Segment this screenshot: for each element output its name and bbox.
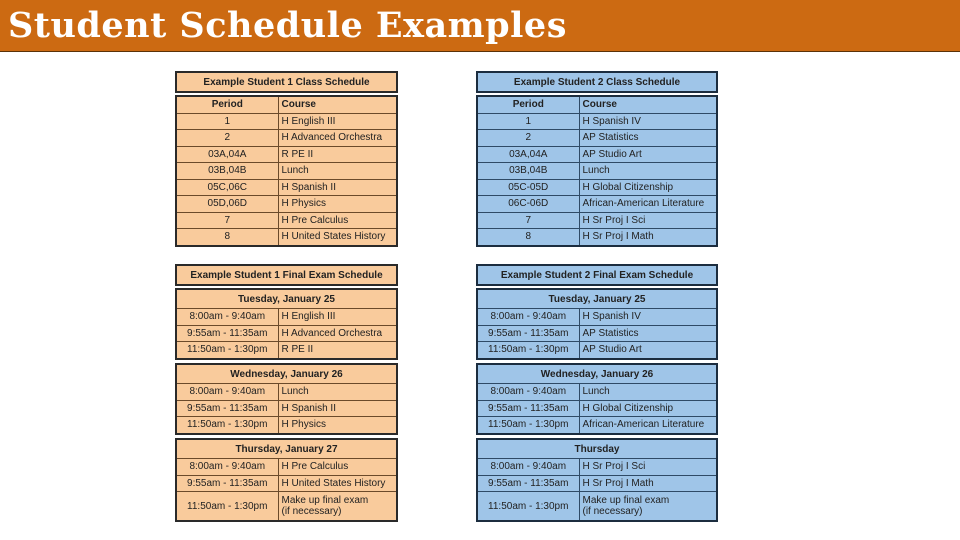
s1-exam-course: H Advanced Orchestra [278,325,397,342]
s1-course: H Pre Calculus [278,212,397,229]
table-row [477,400,717,417]
s1-exam-course: H English III [278,309,397,326]
s2-exam-course: H Sr Proj I Math [579,475,717,492]
makeup-line-2: (if necessary) [281,506,342,517]
s1-day-label: Tuesday, January 25 [176,289,397,309]
s1-exam-time: 11:50am - 1:30pm [176,342,278,359]
s2-exam-course: H Global Citizenship [579,400,717,417]
table-row [477,384,717,401]
s1-exam-day-3 [175,438,398,522]
s2-exam-time: 9:55am - 11:35am [477,475,579,492]
s2-exam-course: Lunch [579,384,717,401]
s2-exam-time: 11:50am - 1:30pm [477,417,579,434]
s1-exam-course: R PE II [278,342,397,359]
s1-period: 03A,04A [176,146,278,163]
table-row [176,146,397,163]
s2-exam-time: 9:55am - 11:35am [477,400,579,417]
s1-course: H Spanish II [278,179,397,196]
s1-period: 7 [176,212,278,229]
s2-period: 1 [477,113,579,130]
s1-period: 1 [176,113,278,130]
s2-exam-time: 11:50am - 1:30pm [477,492,579,522]
s1-class-table [175,95,398,247]
table-row [477,163,717,180]
table-row [477,146,717,163]
table-row [176,342,397,359]
s1-period: 8 [176,229,278,246]
table-row [477,475,717,492]
s1-period: 03B,04B [176,163,278,180]
s2-course: H Sr Proj I Math [579,229,717,246]
table-row [477,325,717,342]
s2-period: 03A,04A [477,146,579,163]
s2-exam-course: AP Statistics [579,325,717,342]
title-bar [0,0,960,52]
table-row [176,325,397,342]
table-row [176,492,397,522]
s2-day-label: Wednesday, January 26 [477,364,717,384]
s1-exam-time: 9:55am - 11:35am [176,400,278,417]
table-row [477,130,717,147]
table-row [176,212,397,229]
table-row [477,196,717,213]
table-row [176,196,397,213]
s1-col-course: Course [278,96,397,113]
s1-exam-course: H United States History [278,475,397,492]
s1-day-label: Thursday, January 27 [176,439,397,459]
s1-course: Lunch [278,163,397,180]
s2-exam-day-2 [476,363,718,435]
s2-exam-time: 9:55am - 11:35am [477,325,579,342]
s2-period: 06C-06D [477,196,579,213]
s2-day-label: Thursday [477,439,717,459]
s1-class-title-box [175,71,398,93]
s2-exam-time: 8:00am - 9:40am [477,459,579,476]
s2-exam-course: H Spanish IV [579,309,717,326]
s1-day-label: Wednesday, January 26 [176,364,397,384]
table-row [477,459,717,476]
s1-exam-title-box [175,264,398,286]
s2-course: African-American Literature [579,196,717,213]
table-row [477,342,717,359]
s1-exam-course-makeup [278,492,397,522]
s2-course: H Global Citizenship [579,179,717,196]
s2-course: AP Statistics [579,130,717,147]
s1-exam-time: 11:50am - 1:30pm [176,417,278,434]
s1-period: 05D,06D [176,196,278,213]
s1-exam-time: 11:50am - 1:30pm [176,492,278,522]
s2-period: 2 [477,130,579,147]
table-row [477,113,717,130]
s2-course: H Spanish IV [579,113,717,130]
s2-exam-course: AP Studio Art [579,342,717,359]
s2-period: 05C-05D [477,179,579,196]
s2-exam-course-makeup [579,492,717,522]
s2-period: 7 [477,212,579,229]
s1-exam-course: H Spanish II [278,400,397,417]
s1-exam-time: 9:55am - 11:35am [176,325,278,342]
s2-exam-title: Example Student 2 Final Exam Schedule [477,265,717,285]
table-row [176,400,397,417]
table-row [176,130,397,147]
makeup-line-2: (if necessary) [582,506,643,517]
table-row [176,163,397,180]
table-row [176,459,397,476]
s1-course: H Advanced Orchestra [278,130,397,147]
table-row [477,417,717,434]
s1-exam-time: 8:00am - 9:40am [176,309,278,326]
s2-exam-title-box [476,264,718,286]
s2-period: 8 [477,229,579,246]
s2-course: H Sr Proj I Sci [579,212,717,229]
s2-col-period: Period [477,96,579,113]
s2-class-table [476,95,718,247]
s2-exam-course: H Sr Proj I Sci [579,459,717,476]
table-row [176,384,397,401]
table-row [176,309,397,326]
s1-exam-day-2 [175,363,398,435]
s2-class-title-box [476,71,718,93]
s1-exam-title: Example Student 1 Final Exam Schedule [176,265,397,285]
s1-course: R PE II [278,146,397,163]
s1-period: 2 [176,130,278,147]
page-title: Student Schedule Examples [8,5,567,46]
s2-course: AP Studio Art [579,146,717,163]
table-row [477,492,717,522]
s2-day-label: Tuesday, January 25 [477,289,717,309]
s2-col-course: Course [579,96,717,113]
s2-exam-time: 8:00am - 9:40am [477,309,579,326]
s2-exam-day-3 [476,438,718,522]
makeup-line-1: Make up final exam [281,495,369,506]
s1-period: 05C,06C [176,179,278,196]
s2-course: Lunch [579,163,717,180]
s1-exam-course: H Physics [278,417,397,434]
s1-exam-time: 9:55am - 11:35am [176,475,278,492]
s1-col-period: Period [176,96,278,113]
s2-class-title: Example Student 2 Class Schedule [477,72,717,92]
s1-course: H Physics [278,196,397,213]
s1-course: H English III [278,113,397,130]
s2-exam-time: 11:50am - 1:30pm [477,342,579,359]
s2-exam-day-1 [476,288,718,360]
s1-exam-day-1 [175,288,398,360]
table-row [477,309,717,326]
table-row [176,475,397,492]
table-row [176,179,397,196]
makeup-line-1: Make up final exam [582,495,670,506]
table-row [477,229,717,246]
table-row [477,179,717,196]
table-row [176,417,397,434]
table-row [176,113,397,130]
s2-exam-course: African-American Literature [579,417,717,434]
s1-course: H United States History [278,229,397,246]
s1-class-title: Example Student 1 Class Schedule [176,72,397,92]
s1-exam-time: 8:00am - 9:40am [176,384,278,401]
s1-exam-course: H Pre Calculus [278,459,397,476]
table-row [477,212,717,229]
s2-exam-time: 8:00am - 9:40am [477,384,579,401]
s1-exam-course: Lunch [278,384,397,401]
s1-exam-time: 8:00am - 9:40am [176,459,278,476]
s2-period: 03B,04B [477,163,579,180]
table-row [176,229,397,246]
